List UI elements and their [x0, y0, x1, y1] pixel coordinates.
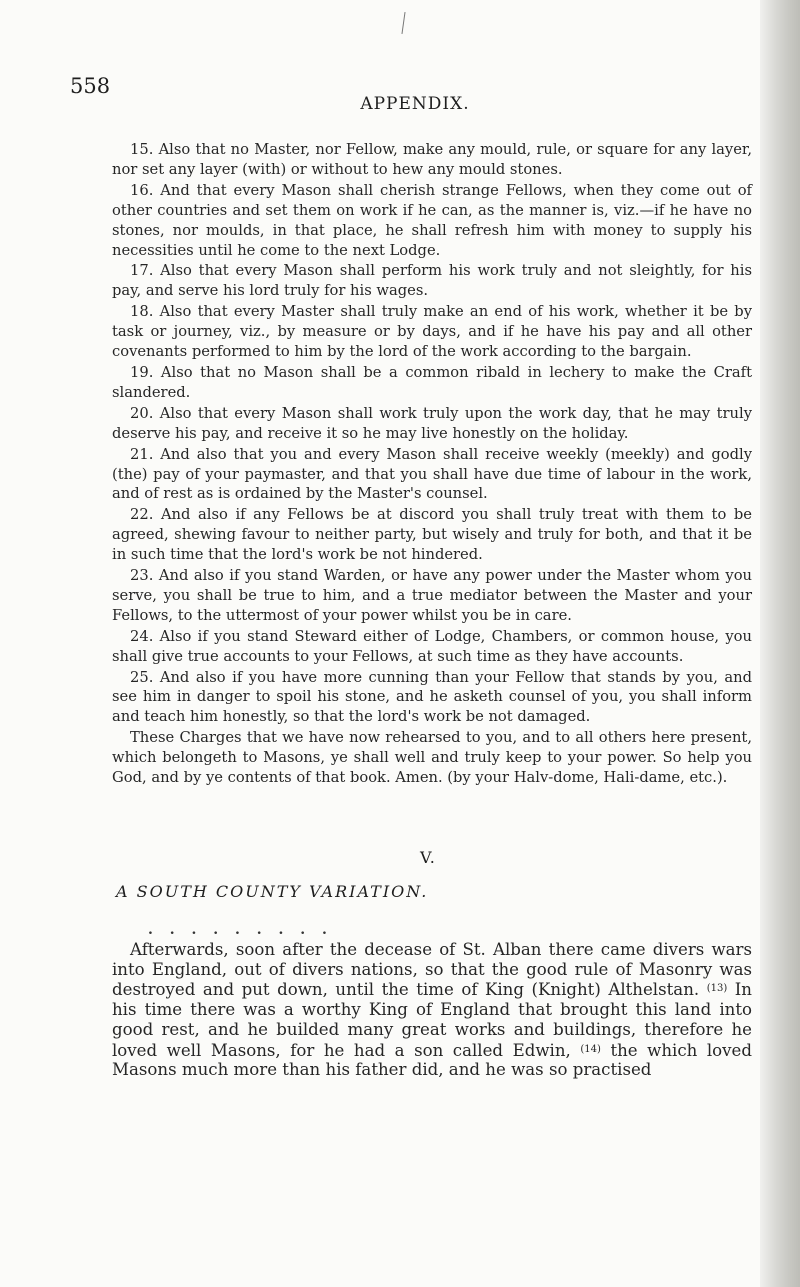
article-19: 19. Also that no Mason shall be a common ribald in lechery to make the Craft slandered.: [112, 363, 752, 401]
omission-ellipsis: . . . . . . . . .: [148, 922, 333, 938]
footnote-ref-13: (13): [706, 983, 728, 995]
charges-list: [112, 140, 752, 789]
article-21: 21. And also that you and every Mason shall receive weekly (meekly) and godly (the) pay of your paymaster, and that you shall have due time of labour in the work, and of rest as is ordained by the Master's counsel.: [112, 445, 752, 503]
stray-pencil-mark: [401, 12, 405, 34]
article-18: 18. Also that every Master shall truly make an end of his work, whether it be by task or journey, viz., by measure or by days, and if he have his pay and all other covenants performed to him by the lord of the work according to the bargain.: [112, 303, 752, 361]
article-25: 25. And also if you have more cunning than your Fellow that stands by you, and see him in danger to spoil his stone, and he asketh counsel of you, you shall inform and teach him honestly, so that the lord's work be not damaged.: [112, 668, 752, 726]
narrative-paragraph: [112, 940, 752, 1080]
narrative-part-1: Afterwards, soon after the decease of St. Alban there came divers wars into England, out of divers nations, so that the good rule of Masonry was destroyed and put down, until the time of King (Knight) Althelstan.: [112, 940, 752, 1000]
section-number: V.: [420, 848, 436, 867]
article-23: 23. And also if you stand Warden, or have any power under the Master whom you serve, you shall be true to him, and a true mediator between the Master and your Fellows, to the uttermost of your power whilst you be in care.: [112, 567, 752, 624]
article-15: 15. Also that no Master, nor Fellow, make any mould, rule, or square for any layer, nor set any layer (with) or without to hew any mould stones.: [112, 141, 752, 178]
page-number: 558: [70, 74, 111, 98]
narrative-part-3: the which loved Masons much more than his father did, and he was so practised: [112, 1040, 752, 1080]
narrative-text: [112, 940, 752, 1080]
article-20: 20. Also that every Mason shall work truly upon the work day, that he may truly deserve his pay, and receive it so he may live honestly on the holiday.: [112, 404, 752, 442]
narrative-part-2: In his time there was a worthy King of England that brought this land into good rest, and he builded many great works and buildings, therefore he loved well Masons, for he had a son called Edwin,: [112, 980, 752, 1060]
footnote-ref-14: (14): [580, 1043, 601, 1055]
closing-charge: These Charges that we have now rehearsed to you, and to all others here present, which belongeth to Masons, ye shall well and truly keep to your power. So help you God, and by ye contents of that book. Amen. (by your Halv-dome, Hali-dame, etc.).: [112, 729, 752, 787]
article-17: 17. Also that every Mason shall perform his work truly and not sleightly, for his pay, and serve his lord truly for his wages.: [112, 262, 752, 300]
page-header: [70, 74, 760, 114]
article-22: 22. And also if any Fellows be at discord you shall truly treat with them to be agreed, shewing favour to neither party, but wisely and truly for both, and that it be in such time that the lord's work be not hindered.: [112, 506, 752, 564]
page-edge-shadow: [760, 0, 800, 1287]
article-24: 24. Also if you stand Steward either of Lodge, Chambers, or common house, you shall give true accounts to your Fellows, at such time as they have accounts.: [112, 627, 752, 665]
running-head: APPENDIX.: [360, 94, 470, 114]
article-16: 16. And that every Mason shall cherish strange Fellows, when they come out of other countries and set them on work if he can, as the manner is, viz.—if he have no stones, nor moulds, in that place, he shall refresh him with money to supply his necessities until he come to the next Lodge.: [112, 181, 752, 259]
section-title: A SOUTH COUNTY VARIATION.: [116, 882, 429, 901]
